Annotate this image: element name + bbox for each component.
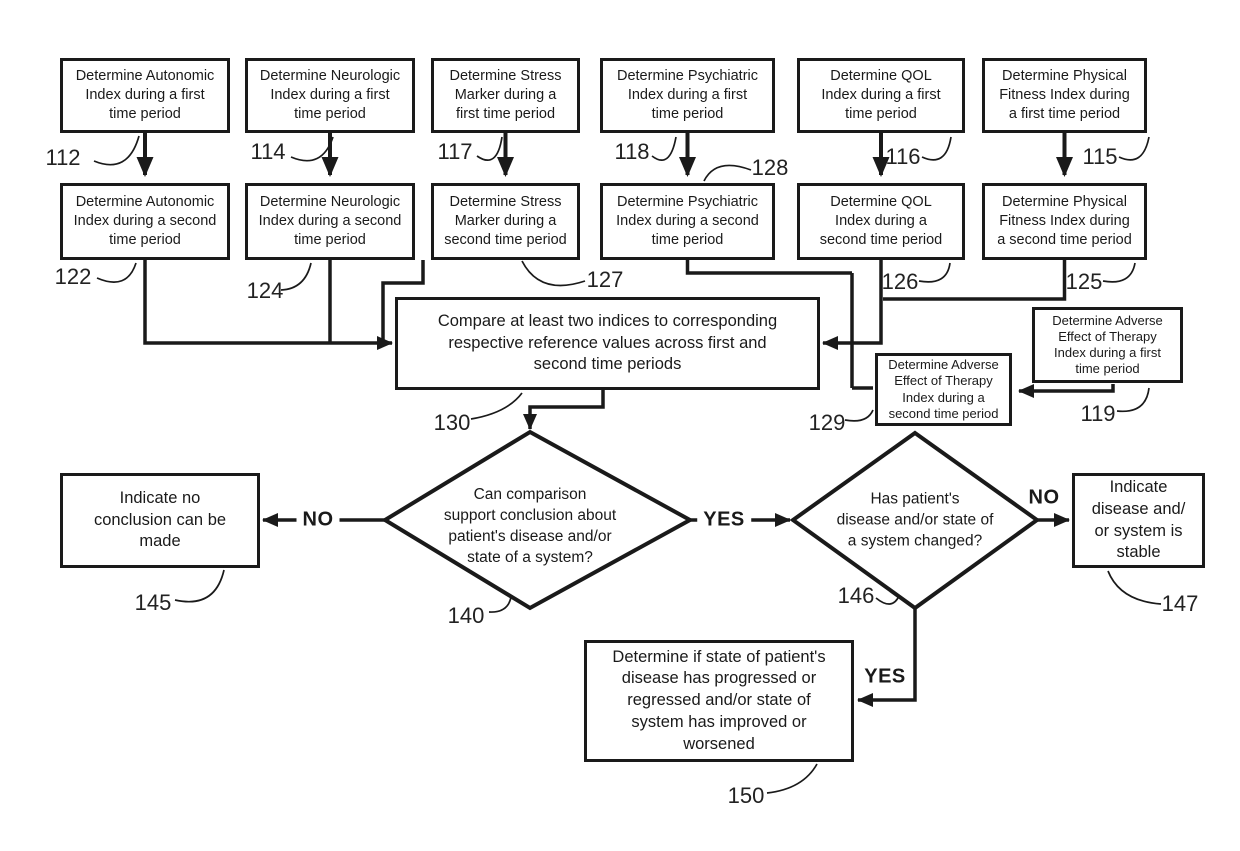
box-autonomic-second-label: Determine Autonomic Index during a second time period: [73, 194, 217, 248]
box-psychiatric-second: [600, 183, 775, 260]
box-autonomic-second: [60, 183, 230, 260]
box-fitness-second-label: Determine Physical Fitness Index during a second time period: [997, 194, 1132, 248]
ref-130: 130: [433, 410, 471, 435]
decision-changed-text: Has patient's disease and/or state of a system changed?: [836, 490, 994, 550]
box-no-conclusion: [60, 473, 260, 568]
ref-127: 127: [586, 267, 624, 292]
box-qol-first-label: Determine QOL Index during a first time period: [821, 68, 941, 122]
leader-128: [704, 165, 751, 181]
box-stable: [1072, 473, 1205, 568]
ref-118: 118: [614, 139, 650, 164]
box-autonomic-first-label: Determine Autonomic Index during a first time period: [75, 68, 215, 122]
leader-118: [652, 137, 676, 160]
label-yes-changed-branch: YES: [864, 665, 906, 688]
box-neurologic-first-label: Determine Neurologic Index during a first time period: [259, 68, 401, 122]
ref-122: 122: [54, 264, 92, 289]
box-adverse-second: [875, 353, 1012, 426]
box-psychiatric-first: [600, 58, 775, 133]
leader-129: [845, 410, 873, 421]
box-qol-second: [797, 183, 965, 260]
ref-112: 112: [45, 145, 81, 170]
ref-128: 128: [751, 155, 789, 180]
box-adverse-second-label: Determine Adverse Effect of Therapy Index during a second time period: [888, 357, 999, 421]
ref-126: 126: [881, 269, 919, 294]
box-fitness-first-label: Determine Physical Fitness Index during a first time period: [999, 68, 1130, 122]
box-progress-label: Determine if state of patient's disease has progressed or regressed and/or state of system has improved or worsened: [612, 647, 826, 753]
leader-119: [1117, 388, 1149, 411]
leader-117: [477, 137, 502, 160]
ref-114: 114: [250, 139, 286, 164]
box-neurologic-second: [245, 183, 415, 260]
ref-116: 116: [885, 144, 921, 169]
box-stress-first: [431, 58, 580, 133]
box-psychiatric-first-label: Determine Psychiatric Index during a first time period: [616, 68, 758, 122]
leader-145: [175, 570, 224, 602]
connector-adverse-first-to-adverse-second: [1019, 384, 1113, 391]
ref-124: 124: [246, 278, 284, 303]
connector-compare-to-decision-conclusion: [530, 390, 603, 429]
leader-124: [281, 263, 311, 290]
connector-psychiatric-second-join: [688, 260, 853, 273]
box-qol-first: [797, 58, 965, 133]
box-stress-second: [431, 183, 580, 260]
leader-114: [291, 137, 333, 161]
label-no-conclusion-branch: NO: [297, 509, 340, 532]
ref-119: 119: [1080, 401, 1116, 426]
ref-147: 147: [1161, 591, 1199, 616]
leader-116: [922, 137, 951, 160]
leader-147: [1108, 571, 1161, 604]
box-compare-label: Compare at least two indices to corresponding respective reference values across first and second time periods: [437, 311, 778, 374]
ref-129: 129: [808, 410, 846, 435]
leader-140: [489, 597, 511, 612]
box-stable-label: Indicate disease and/ or system is stable: [1091, 477, 1186, 562]
box-adverse-first: [1032, 307, 1183, 383]
ref-125: 125: [1065, 269, 1103, 294]
label-yes-conclusion-branch: YES: [697, 509, 751, 532]
decision-conclusion-text: Can comparison support conclusion about patient's disease and/or state of a system?: [443, 486, 617, 566]
leader-115: [1119, 137, 1149, 160]
box-stress-second-label: Determine Stress Marker during a second time period: [444, 194, 567, 248]
ref-115: 115: [1082, 144, 1118, 169]
box-adverse-first-label: Determine Adverse Effect of Therapy Index during a first time period: [1052, 312, 1163, 377]
box-qol-second-label: Determine QOL Index during a second time period: [819, 194, 943, 248]
leader-125: [1103, 263, 1135, 282]
ref-146: 146: [837, 583, 875, 608]
ref-145: 145: [134, 590, 172, 615]
ref-140: 140: [447, 603, 485, 628]
leader-126: [919, 263, 950, 282]
leader-130: [471, 393, 522, 419]
box-no-conclusion-label: Indicate no conclusion can be made: [93, 488, 227, 551]
leader-150: [767, 764, 817, 793]
leader-112: [94, 136, 139, 165]
box-fitness-second: [982, 183, 1147, 260]
box-fitness-first: [982, 58, 1147, 133]
label-no-changed-branch: NO: [1028, 486, 1060, 509]
box-autonomic-first: [60, 58, 230, 133]
ref-117: 117: [437, 139, 473, 164]
box-progress: [584, 640, 854, 762]
box-stress-first-label: Determine Stress Marker during a first time period: [449, 68, 562, 122]
leader-127: [522, 261, 585, 286]
leader-122: [97, 263, 136, 282]
box-neurologic-second-label: Determine Neurologic Index during a second time period: [258, 194, 402, 248]
leader-146: [876, 596, 899, 604]
box-psychiatric-second-label: Determine Psychiatric Index during a second time period: [616, 194, 759, 248]
box-neurologic-first: [245, 58, 415, 133]
ref-150: 150: [727, 783, 765, 808]
box-compare: [395, 297, 820, 390]
